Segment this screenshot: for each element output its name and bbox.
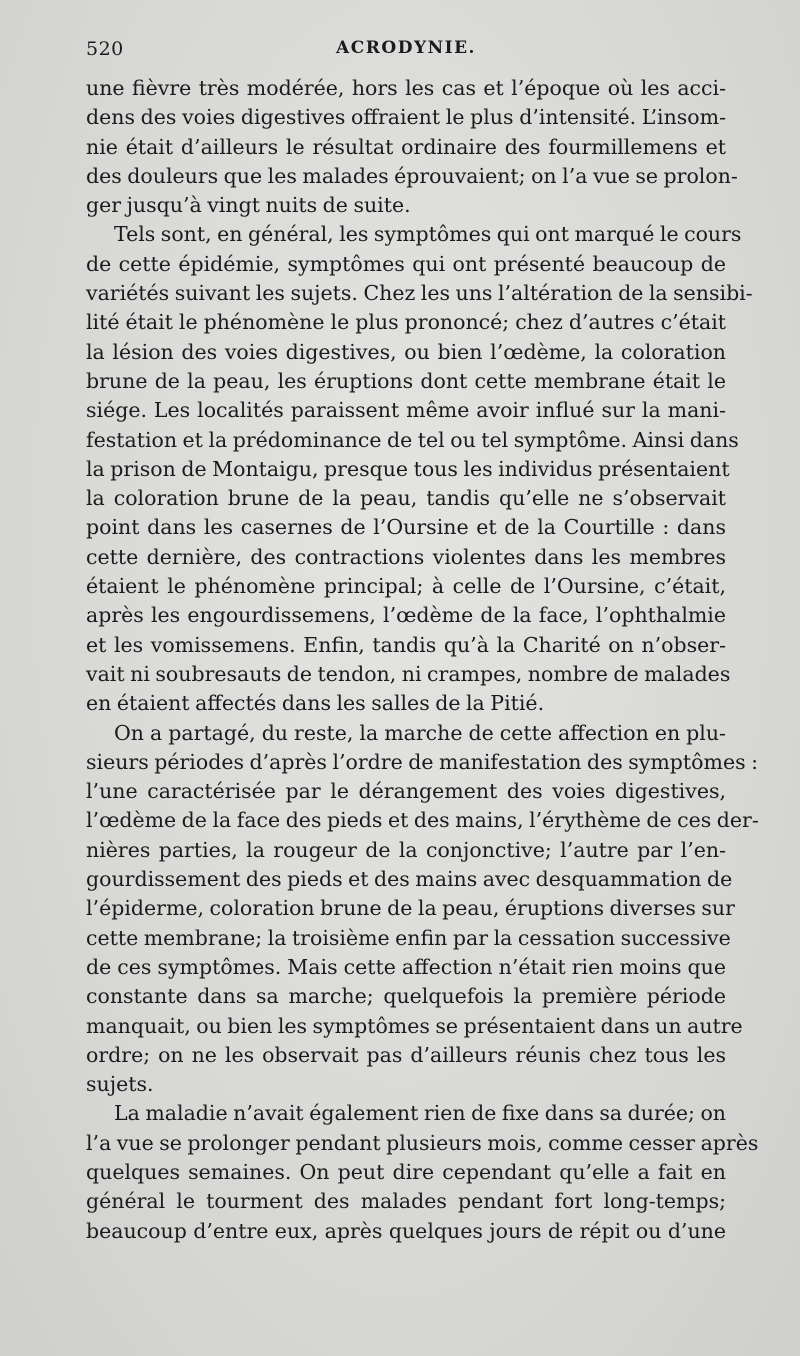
- text-line: festation et la prédominance de tel ou tel symptôme. Ainsi dans: [86, 427, 739, 452]
- text-line: nie était d’ailleurs le résultat ordinaire des fourmillemens et: [86, 134, 726, 159]
- text-line: l’a vue se prolonger pendant plusieurs mois, comme cesser après: [86, 1130, 759, 1155]
- text-line: dens des voies digestives offraient le plus d’intensité. L’insom-: [86, 105, 726, 130]
- text-line: cette membrane; la troisième enfin par la cessation successive: [86, 925, 731, 950]
- text-line: de ces symptômes. Mais cette affection n’était rien moins que: [86, 954, 726, 979]
- text-line: vait ni soubresauts de tendon, ni crampes, nombre de malades: [86, 661, 731, 686]
- text-line: variétés suivant les sujets. Chez les uns l’altération de la sensibi-: [86, 281, 753, 306]
- text-line: sieurs périodes d’après l’ordre de manifestation des symptômes :: [86, 749, 759, 774]
- text-line: point dans les casernes de l’Oursine et de la Courtille : dans: [86, 515, 726, 540]
- text-line: l’épiderme, coloration brune de la peau, éruptions diverses sur: [86, 896, 735, 921]
- text-line: l’œdème de la face des pieds et des mains, l’érythème de ces der-: [86, 808, 759, 833]
- text-line: ordre; on ne les observait pas d’ailleurs réunis chez tous les: [86, 1042, 726, 1067]
- text-line: lité était le phénomène le plus prononcé; chez d’autres c’était: [86, 310, 726, 335]
- text-line: une fièvre très modérée, hors les cas et l’époque où les acci-: [86, 76, 726, 100]
- text-line: gourdissement des pieds et des mains avec desquammation de: [86, 867, 733, 892]
- running-head: [86, 38, 726, 72]
- text-line: nières parties, la rougeur de la conjonctive; l’autre par l’en-: [86, 837, 726, 862]
- text-line: général le tourment des malades pendant fort long-temps;: [86, 1189, 726, 1214]
- text-line: La maladie n’avait également rien de fixe dans sa durée; on: [114, 1101, 726, 1126]
- text-line: sujets.: [86, 1072, 154, 1097]
- text-line: On a partagé, du reste, la marche de cette affection en plu-: [114, 720, 726, 745]
- text-line: Tels sont, en général, les symptômes qui ont marqué le cours: [114, 222, 742, 247]
- text-line: cette dernière, des contractions violentes dans les membres: [86, 544, 726, 569]
- text-line: la lésion des voies digestives, ou bien l’œdème, la coloration: [86, 339, 726, 364]
- text-line: et les vomissemens. Enfin, tandis qu’à la Charité on n’obser-: [86, 632, 726, 657]
- text-line: de cette épidémie, symptômes qui ont présenté beaucoup de: [86, 251, 726, 276]
- text-line: la prison de Montaigu, presque tous les individus présentaient: [86, 456, 730, 481]
- text-line: l’une caractérisée par le dérangement des voies digestives,: [86, 779, 726, 804]
- text-line: après les engourdissemens, l’œdème de la face, l’ophthalmie: [86, 603, 726, 628]
- running-title: ACRODYNIE.: [336, 38, 476, 58]
- text-line: manquait, ou bien les symptômes se présentaient dans un autre: [86, 1013, 743, 1038]
- text-line: siége. Les localités paraissent même avoir influé sur la mani-: [86, 398, 726, 423]
- text-line: beaucoup d’entre eux, après quelques jours de répit ou d’une: [86, 1218, 726, 1243]
- text-line: la coloration brune de la peau, tandis qu’elle ne s’observait: [86, 486, 726, 511]
- book-page: [86, 38, 759, 1243]
- text-line: en étaient affectés dans les salles de la Pitié.: [86, 691, 545, 716]
- text-line: étaient le phénomène principal; à celle de l’Oursine, c’était,: [86, 574, 726, 599]
- text-line: quelques semaines. On peut dire cependant qu’elle a fait en: [86, 1159, 726, 1184]
- text-line: brune de la peau, les éruptions dont cette membrane était le: [86, 368, 726, 393]
- body-text: [86, 74, 759, 1246]
- page-number: 520: [86, 38, 124, 60]
- text-line: des douleurs que les malades éprouvaient; on l’a vue se prolon-: [86, 163, 738, 188]
- text-line: ger jusqu’à vingt nuits de suite.: [86, 193, 411, 218]
- text-line: constante dans sa marche; quelquefois la première période: [86, 984, 726, 1009]
